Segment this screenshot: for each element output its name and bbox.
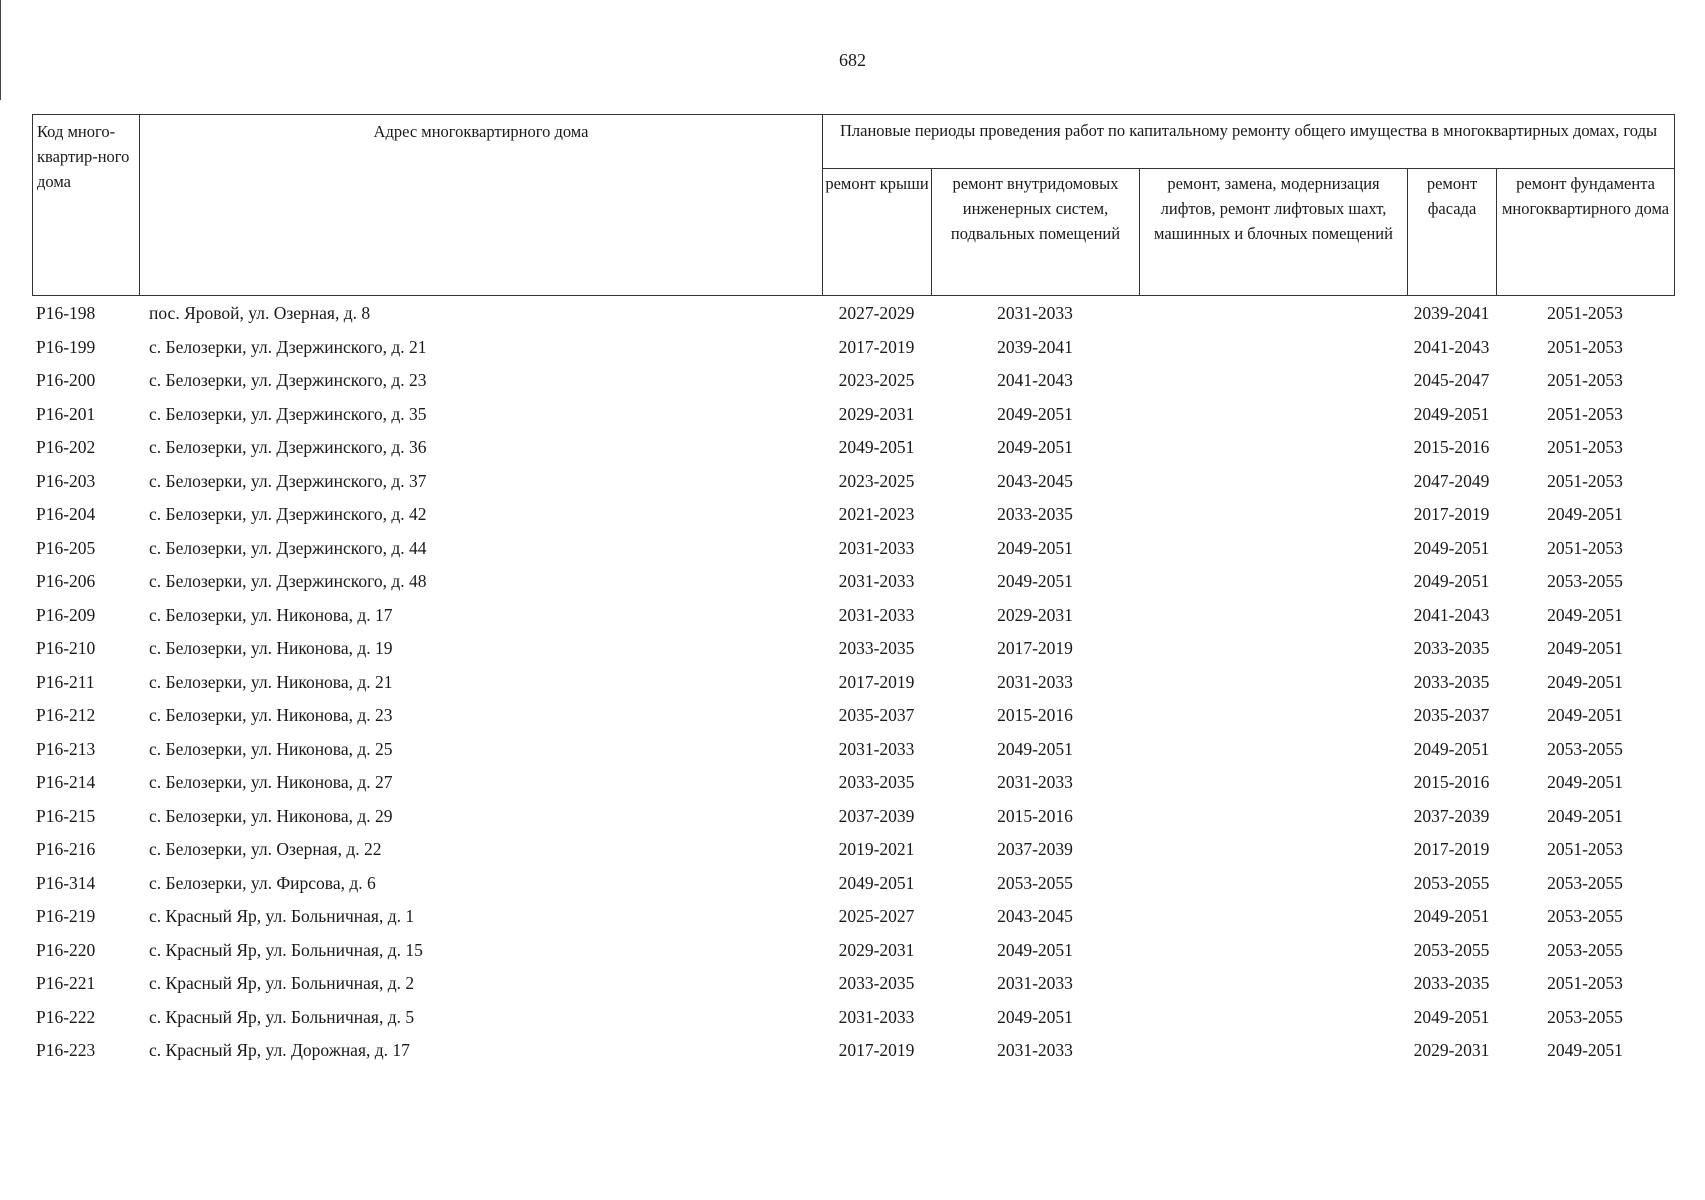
row-systems: 2031-2033 [997,671,1073,692]
row-address: с. Красный Яр, ул. Больничная, д. 2 [149,973,415,994]
row-address: с. Белозерки, ул. Дзержинского, д. 48 [149,571,427,592]
row-foundation: 2049-2051 [1547,1040,1623,1061]
row-roof: 2025-2027 [838,906,915,927]
row-systems: 2049-2051 [997,403,1073,424]
row-address: с. Красный Яр, ул. Больничная, д. 15 [149,939,423,960]
row-facade: 2033-2035 [1413,973,1490,994]
row-code: P16-212 [36,705,96,726]
row-roof: 2033-2035 [838,638,915,659]
row-address: с. Белозерки, ул. Никонова, д. 17 [149,604,393,625]
row-systems: 2031-2033 [997,303,1073,324]
row-code: P16-206 [36,571,96,592]
row-roof: 2049-2051 [838,437,915,458]
row-lifts [1139,431,1407,465]
row-address: с. Белозерки, ул. Никонова, д. 27 [149,772,393,793]
table-row [32,733,1674,767]
header-foundation: ремонт фундамента многоквартирного дома [1497,169,1675,296]
header-lifts: ремонт, замена, модернизация лифтов, ремонт лифтовых шахт, машинных и блочных помещений [1140,169,1408,296]
header-code: Код много-квартир-ного дома [33,115,140,296]
row-systems: 2031-2033 [997,1040,1073,1061]
row-roof: 2037-2039 [838,805,915,826]
row-address: с. Белозерки, ул. Дзержинского, д. 35 [149,403,427,424]
row-systems: 2041-2043 [997,370,1073,391]
row-roof: 2035-2037 [838,705,915,726]
table-row [32,599,1674,633]
row-code: P16-200 [36,370,96,391]
row-systems: 2049-2051 [997,571,1073,592]
row-facade: 2045-2047 [1413,370,1490,391]
row-systems: 2031-2033 [997,772,1073,793]
row-address: с. Красный Яр, ул. Больничная, д. 5 [149,1006,415,1027]
header-periods-group: Плановые периоды проведения работ по капитальному ремонту общего имущества в многоквартирных домах, годы [823,115,1675,169]
row-code: P16-205 [36,537,96,558]
row-systems: 2037-2039 [997,839,1073,860]
table-row [32,699,1674,733]
row-foundation: 2051-2053 [1547,437,1623,458]
row-foundation: 2049-2051 [1547,638,1623,659]
row-code: P16-210 [36,638,96,659]
row-address: с. Белозерки, ул. Дзержинского, д. 37 [149,470,427,491]
row-lifts [1139,699,1407,733]
row-roof: 2049-2051 [838,872,915,893]
page-number: 682 [839,50,866,70]
row-systems: 2049-2051 [997,939,1073,960]
row-facade: 2015-2016 [1413,437,1490,458]
row-code: P16-213 [36,738,96,759]
table-row [32,465,1674,499]
row-address: с. Белозерки, ул. Дзержинского, д. 21 [149,336,427,357]
row-code: P16-314 [36,872,96,893]
row-roof: 2021-2023 [838,504,915,525]
row-code: P16-219 [36,906,96,927]
table-row [32,666,1674,700]
row-systems: 2031-2033 [997,973,1073,994]
row-foundation: 2051-2053 [1547,370,1623,391]
header-address: Адрес многоквартирного дома [140,115,823,296]
row-facade: 2017-2019 [1413,839,1490,860]
row-systems: 2049-2051 [997,738,1073,759]
row-foundation: 2049-2051 [1547,705,1623,726]
row-systems: 2049-2051 [997,437,1073,458]
row-lifts [1139,733,1407,767]
row-code: P16-222 [36,1006,96,1027]
header-roof: ремонт крыши [823,169,932,296]
row-systems: 2049-2051 [997,1006,1073,1027]
row-systems: 2015-2016 [997,705,1073,726]
row-roof: 2033-2035 [838,772,915,793]
row-systems: 2043-2045 [997,470,1073,491]
row-lifts [1139,666,1407,700]
table-row [32,867,1674,901]
row-systems: 2043-2045 [997,906,1073,927]
row-lifts [1139,632,1407,666]
table-row [32,364,1674,398]
row-foundation: 2053-2055 [1547,939,1623,960]
row-facade: 2041-2043 [1413,604,1490,625]
row-systems: 2033-2035 [997,504,1073,525]
row-foundation: 2051-2053 [1547,537,1623,558]
row-facade: 2037-2039 [1413,805,1490,826]
row-facade: 2049-2051 [1413,537,1490,558]
table-row [32,967,1674,1001]
row-address: с. Белозерки, ул. Дзержинского, д. 23 [149,370,427,391]
row-code: P16-199 [36,336,96,357]
row-lifts [1139,900,1407,934]
table-row [32,833,1674,867]
row-facade: 2017-2019 [1413,504,1490,525]
row-facade: 2053-2055 [1413,939,1490,960]
row-systems: 2015-2016 [997,805,1073,826]
row-lifts [1139,867,1407,901]
row-roof: 2027-2029 [838,303,915,324]
row-facade: 2039-2041 [1413,303,1490,324]
row-foundation: 2049-2051 [1547,504,1623,525]
row-lifts [1139,599,1407,633]
row-foundation: 2053-2055 [1547,872,1623,893]
table-header [32,114,1675,296]
row-lifts [1139,1001,1407,1035]
row-facade: 2049-2051 [1413,1006,1490,1027]
row-facade: 2029-2031 [1413,1040,1490,1061]
row-lifts [1139,565,1407,599]
row-foundation: 2049-2051 [1547,805,1623,826]
row-foundation: 2051-2053 [1547,336,1623,357]
table-row [32,297,1674,331]
row-facade: 2035-2037 [1413,705,1490,726]
row-lifts [1139,967,1407,1001]
table-row [32,398,1674,432]
row-foundation: 2051-2053 [1547,303,1623,324]
row-roof: 2023-2025 [838,370,915,391]
row-facade: 2049-2051 [1413,906,1490,927]
row-code: P16-220 [36,939,96,960]
row-address: с. Белозерки, ул. Дзержинского, д. 44 [149,537,427,558]
row-foundation: 2053-2055 [1547,738,1623,759]
table-row [32,532,1674,566]
row-code: P16-201 [36,403,96,424]
row-foundation: 2053-2055 [1547,571,1623,592]
row-lifts [1139,331,1407,365]
row-roof: 2031-2033 [838,571,915,592]
row-facade: 2049-2051 [1413,403,1490,424]
row-foundation: 2053-2055 [1547,1006,1623,1027]
table-row [32,331,1674,365]
row-code: P16-211 [36,671,95,692]
row-code: P16-214 [36,772,96,793]
row-roof: 2033-2035 [838,973,915,994]
row-systems: 2029-2031 [997,604,1073,625]
row-lifts [1139,297,1407,331]
row-address: с. Красный Яр, ул. Больничная, д. 1 [149,906,415,927]
header-systems: ремонт внутридомовых инженерных систем, подвальных помещений [932,169,1140,296]
header-facade: ремонт фасада [1408,169,1497,296]
row-roof: 2017-2019 [838,671,915,692]
row-code: P16-203 [36,470,96,491]
row-facade: 2049-2051 [1413,738,1490,759]
row-facade: 2041-2043 [1413,336,1490,357]
row-facade: 2049-2051 [1413,571,1490,592]
row-foundation: 2053-2055 [1547,906,1623,927]
row-foundation: 2049-2051 [1547,604,1623,625]
row-lifts [1139,833,1407,867]
row-roof: 2029-2031 [838,403,915,424]
table-row [32,565,1674,599]
row-lifts [1139,1034,1407,1068]
row-address: пос. Яровой, ул. Озерная, д. 8 [149,303,371,324]
row-address: с. Белозерки, ул. Дзержинского, д. 42 [149,504,427,525]
row-facade: 2033-2035 [1413,638,1490,659]
data-table [32,297,1674,1068]
row-code: P16-204 [36,504,96,525]
row-facade: 2047-2049 [1413,470,1490,491]
row-foundation: 2049-2051 [1547,671,1623,692]
row-lifts [1139,766,1407,800]
row-roof: 2031-2033 [838,537,915,558]
row-code: P16-198 [36,303,96,324]
row-facade: 2015-2016 [1413,772,1490,793]
row-address: с. Белозерки, ул. Озерная, д. 22 [149,839,382,860]
row-address: с. Белозерки, ул. Никонова, д. 21 [149,671,393,692]
row-roof: 2017-2019 [838,336,915,357]
row-foundation: 2051-2053 [1547,470,1623,491]
row-foundation: 2051-2053 [1547,973,1623,994]
row-lifts [1139,398,1407,432]
row-address: с. Красный Яр, ул. Дорожная, д. 17 [149,1040,410,1061]
data-rows [32,297,1674,1068]
row-address: с. Белозерки, ул. Дзержинского, д. 36 [149,437,427,458]
row-foundation: 2049-2051 [1547,772,1623,793]
row-systems: 2053-2055 [997,872,1073,893]
row-facade: 2053-2055 [1413,872,1490,893]
row-roof: 2023-2025 [838,470,915,491]
row-code: P16-223 [36,1040,96,1061]
row-roof: 2031-2033 [838,738,915,759]
row-lifts [1139,532,1407,566]
row-roof: 2031-2033 [838,604,915,625]
row-lifts [1139,364,1407,398]
row-address: с. Белозерки, ул. Фирсова, д. 6 [149,872,376,893]
row-lifts [1139,800,1407,834]
row-code: P16-202 [36,437,96,458]
table-row [32,498,1674,532]
row-code: P16-216 [36,839,96,860]
table-row [32,900,1674,934]
row-address: с. Белозерки, ул. Никонова, д. 23 [149,705,393,726]
row-roof: 2031-2033 [838,1006,915,1027]
row-lifts [1139,498,1407,532]
row-address: с. Белозерки, ул. Никонова, д. 25 [149,738,393,759]
table-row [32,934,1674,968]
row-foundation: 2051-2053 [1547,839,1623,860]
table-row [32,800,1674,834]
table-row [32,1001,1674,1035]
table-row [32,1034,1674,1068]
table-row [32,766,1674,800]
row-roof: 2019-2021 [838,839,915,860]
row-address: с. Белозерки, ул. Никонова, д. 19 [149,638,393,659]
row-systems: 2049-2051 [997,537,1073,558]
row-code: P16-221 [36,973,96,994]
row-roof: 2017-2019 [838,1040,915,1061]
row-code: P16-209 [36,604,96,625]
table-row [32,632,1674,666]
row-code: P16-215 [36,805,96,826]
table-row [32,431,1674,465]
row-address: с. Белозерки, ул. Никонова, д. 29 [149,805,393,826]
row-facade: 2033-2035 [1413,671,1490,692]
row-lifts [1139,465,1407,499]
row-systems: 2017-2019 [997,638,1073,659]
row-systems: 2039-2041 [997,336,1073,357]
row-roof: 2029-2031 [838,939,915,960]
row-lifts [1139,934,1407,968]
row-foundation: 2051-2053 [1547,403,1623,424]
